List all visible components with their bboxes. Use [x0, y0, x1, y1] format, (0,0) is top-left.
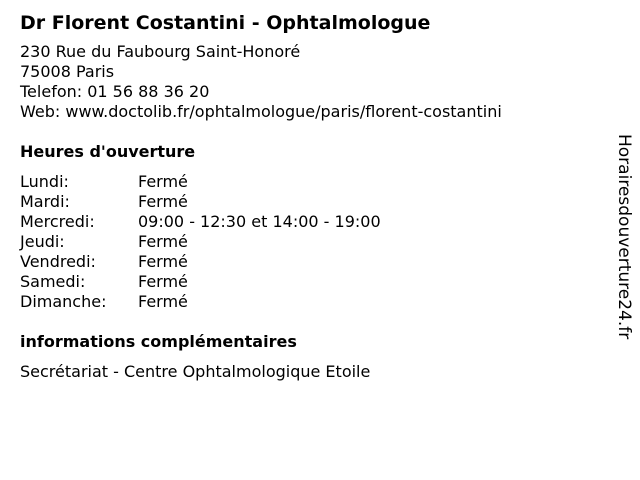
website-link[interactable]: Web: www.doctolib.fr/ophtalmologue/paris/florent-costantini: [20, 102, 502, 121]
day-hours: Fermé: [138, 232, 188, 251]
hours-row-tuesday: [20, 192, 600, 212]
day-hours: Fermé: [138, 172, 188, 191]
day-label: Jeudi:: [20, 232, 65, 251]
address-street: 230 Rue du Faubourg Saint-Honoré: [20, 42, 301, 61]
day-label: Samedi:: [20, 272, 86, 291]
hours-row-friday: [20, 252, 600, 272]
address-city: 75008 Paris: [20, 62, 115, 81]
day-label: Vendredi:: [20, 252, 96, 271]
site-brand-vertical: Horairesdouverture24.fr: [614, 134, 634, 340]
hours-row-saturday: [20, 272, 600, 292]
day-hours: 09:00 - 12:30 et 14:00 - 19:00: [138, 212, 381, 231]
day-hours: Fermé: [138, 292, 188, 311]
hours-row-monday: [20, 172, 600, 192]
hours-row-wednesday: [20, 212, 600, 232]
day-hours: Fermé: [138, 192, 188, 211]
practitioner-title: Dr Florent Costantini - Ophtalmologue: [20, 12, 431, 34]
day-hours: Fermé: [138, 252, 188, 271]
additional-info-heading: informations complémentaires: [20, 332, 297, 351]
day-label: Mardi:: [20, 192, 70, 211]
opening-hours-table: [20, 172, 600, 312]
hours-row-thursday: [20, 232, 600, 252]
phone-number: Telefon: 01 56 88 36 20: [20, 82, 210, 101]
day-label: Dimanche:: [20, 292, 107, 311]
hours-row-sunday: [20, 292, 600, 312]
additional-info-text: Secrétariat - Centre Ophtalmologique Etoile: [20, 362, 371, 381]
day-label: Lundi:: [20, 172, 69, 191]
practitioner-card: [20, 10, 600, 382]
day-label: Mercredi:: [20, 212, 95, 231]
opening-hours-heading: Heures d'ouverture: [20, 142, 196, 161]
day-hours: Fermé: [138, 272, 188, 291]
